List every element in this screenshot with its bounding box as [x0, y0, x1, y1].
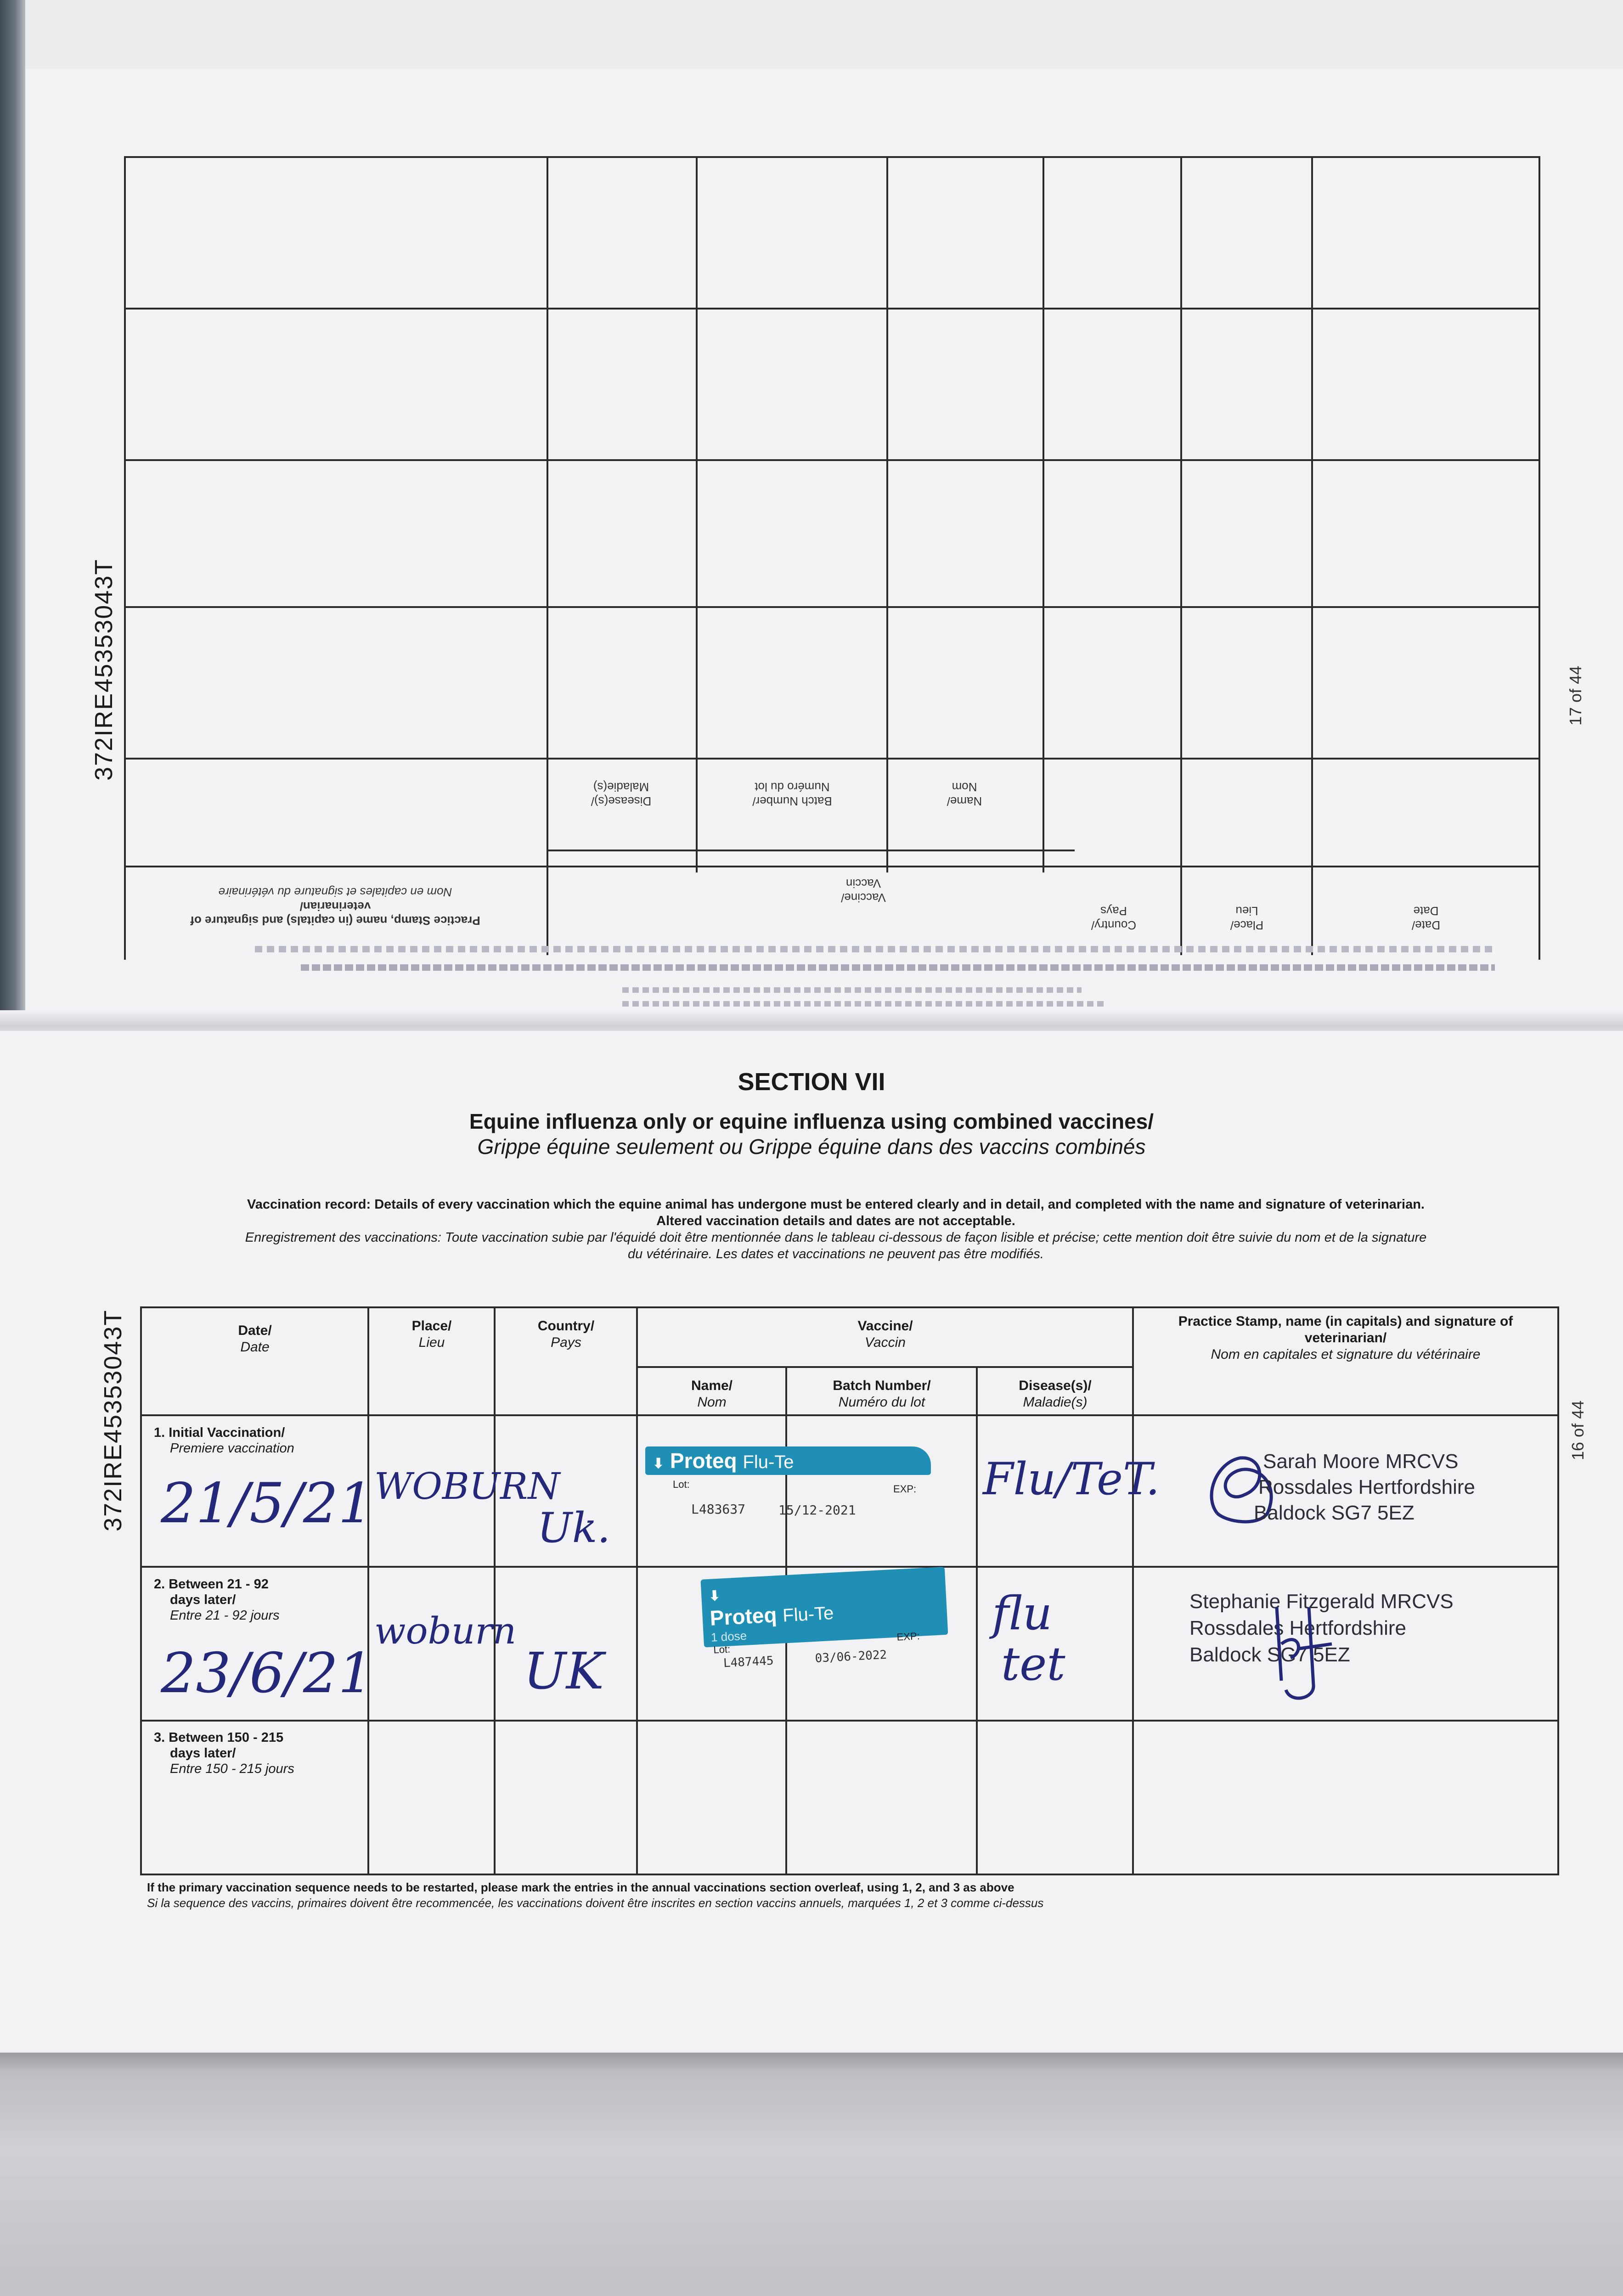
header-date-fr: Date [240, 1339, 270, 1355]
header-name-cell [638, 1378, 785, 1411]
header-practice-2: veterinarian/ [299, 900, 371, 913]
header-name: Name/ [947, 794, 982, 808]
ghost-text-line [301, 964, 1495, 971]
document-id-top: 372IRE45353043T [90, 558, 118, 781]
ghost-text-line [622, 987, 1082, 993]
mirrored-header-date [1316, 877, 1536, 932]
header-country-cell [496, 1318, 636, 1351]
header-date: Date/ [238, 1323, 272, 1338]
scanner-left-edge [0, 0, 25, 1033]
row-1-vet-name: Sarah Moore MRCVS [1263, 1450, 1459, 1473]
header-practice-fr: Nom en capitales et signature du vétérinaire [218, 885, 452, 899]
footer-en: If the primary vaccination sequence needs to be restarted, please mark the entries in the annual vaccinations section overleaf, using 1, 2, and 3 as above [147, 1880, 1014, 1894]
row-1-batch: L483637 [691, 1502, 746, 1517]
grid-line [140, 1720, 1559, 1722]
header-vaccine-cell [638, 1318, 1132, 1351]
grid-line [140, 1414, 1559, 1416]
header-practice-fr: Nom en capitales et signature du vétérinaire [1211, 1347, 1481, 1362]
row-2-exp-label: EXP: [896, 1630, 920, 1643]
mirrored-header-place [1183, 877, 1311, 932]
header-vaccine-fr: Vaccin [865, 1335, 906, 1350]
header-batch: Batch Number/ [833, 1378, 931, 1393]
grid-line [1557, 1306, 1559, 1875]
row-2-vet-stamp [1189, 1589, 1548, 1708]
header-batch-fr: Numéro du lot [755, 780, 830, 794]
row-2-diseases-2: tet [1001, 1637, 1065, 1691]
header-practice: Practice Stamp, name (in capitals) and signature of [190, 914, 480, 928]
grid-line [124, 459, 1538, 461]
page-16 [0, 1031, 1623, 2066]
subtitle-fr: Grippe équine seulement ou Grippe équine dans des vaccins combinés [477, 1135, 1146, 1159]
section-title: SECTION VII [738, 1068, 885, 1096]
header-name: Name/ [691, 1378, 733, 1393]
row-3-label-en-2: days later/ [170, 1746, 236, 1761]
grid-line [636, 1306, 638, 1875]
row-2-vaccine-brand: Proteq [709, 1603, 778, 1630]
grid-line [1180, 156, 1182, 955]
row-1-expiry: 15/12-2021 [778, 1503, 856, 1518]
row-1-place: WOBURN [374, 1465, 560, 1508]
instruction-en: Vaccination record: Details of every vaccination which the equine animal has undergone must be entered clearly and in detail, and completed with the name and signature of veterinarian. [247, 1197, 1425, 1212]
header-date-fr: Date [1413, 904, 1439, 918]
page-number-bottom: 16 of 44 [1568, 1400, 1587, 1460]
header-practice: Practice Stamp, name (in capitals) and signature of [1178, 1314, 1513, 1329]
row-1-vet-address: Baldock SG7 5EZ [1254, 1502, 1414, 1524]
header-practice-2: veterinarian/ [1304, 1330, 1387, 1345]
grid-line [124, 866, 1538, 867]
ghost-text-line [622, 1001, 1105, 1007]
row-2-label [154, 1576, 365, 1623]
grid-line [124, 308, 1538, 310]
grid-line [124, 606, 1538, 608]
row-1-diseases: Flu/TeT. [983, 1453, 1160, 1505]
row-1-lot-label: Lot: [673, 1479, 690, 1490]
row-2-vaccine-type: Flu-Te [782, 1603, 834, 1626]
grid-line [124, 156, 126, 960]
grid-line [886, 156, 888, 872]
row-1-country: Uk. [537, 1504, 610, 1552]
header-place-cell [370, 1318, 494, 1351]
grid-line [367, 1306, 369, 1875]
header-date-cell [142, 1322, 367, 1356]
header-vaccine: Vaccine/ [841, 891, 886, 905]
row-1-vet-stamp [1199, 1444, 1538, 1541]
row-3-label-en: 3. Between 150 - 215 [154, 1730, 284, 1745]
row-3-label [154, 1730, 365, 1777]
row-2-date: 23/6/21 [161, 1642, 373, 1705]
header-place-fr: Lieu [418, 1335, 445, 1350]
row-2-dose: 1 dose [710, 1628, 747, 1644]
row-2-vaccine-sticker [700, 1566, 962, 1671]
header-vaccine: Vaccine/ [857, 1318, 913, 1334]
grid-line [494, 1306, 496, 1875]
row-2-lot-label: Lot: [713, 1643, 731, 1656]
download-arrow-icon: ⬇ [708, 1588, 721, 1604]
instruction-en-2: Altered vaccination details and dates are not acceptable. [656, 1214, 1015, 1228]
subtitle-en: Equine influenza only or equine influenza using combined vaccines/ [469, 1109, 1154, 1133]
mirrored-header-disease [549, 767, 693, 808]
download-arrow-icon: ⬇ [653, 1456, 665, 1471]
grid-line [1538, 156, 1540, 960]
header-disease: Disease(s)/ [591, 794, 652, 808]
header-disease: Disease(s)/ [1019, 1378, 1092, 1393]
page-number-top: 17 of 44 [1566, 665, 1585, 726]
row-2-place: woburn [374, 1609, 517, 1652]
header-name-fr: Nom [952, 780, 977, 794]
row-2-batch: L487445 [723, 1654, 774, 1671]
row-1-vaccine-sticker [645, 1446, 932, 1525]
ghost-text-line [255, 946, 1495, 952]
row-1-date: 21/5/21 [161, 1472, 373, 1536]
grid-line [547, 850, 1075, 851]
row-2-signature [1263, 1589, 1341, 1704]
grid-line [140, 1566, 1559, 1568]
grid-line [140, 1306, 142, 1875]
row-1-exp-label: EXP: [893, 1483, 917, 1495]
header-practice-cell [1137, 1313, 1555, 1363]
grid-line [547, 156, 548, 955]
header-batch-cell [788, 1378, 976, 1411]
mirrored-header-name [889, 767, 1040, 808]
grid-line [1311, 156, 1313, 955]
row-2-vet-practice: Rossdales Hertfordshire [1189, 1617, 1406, 1639]
document-id-bottom: 372IRE45353043T [99, 1309, 127, 1531]
grid-line [636, 1366, 1132, 1368]
grid-line [696, 156, 698, 872]
row-1-label [154, 1425, 365, 1456]
mirrored-header-practice [129, 868, 542, 928]
header-batch-fr: Numéro du lot [838, 1395, 925, 1410]
header-disease-cell [978, 1378, 1132, 1411]
row-2-vet-address: Baldock SG7 5EZ [1189, 1643, 1350, 1666]
grid-line [140, 1874, 1559, 1875]
header-country-fr: Pays [1100, 904, 1127, 918]
header-name-fr: Nom [697, 1395, 727, 1410]
row-1-vaccine-label [645, 1446, 931, 1475]
header-disease-fr: Maladie(s) [1023, 1395, 1088, 1410]
header-disease-fr: Maladie(s) [593, 780, 649, 794]
top-margin [25, 0, 1623, 69]
header-date: Date/ [1411, 918, 1441, 932]
row-1-label-fr: Premiere vaccination [170, 1441, 294, 1456]
row-1-vaccine-brand: Proteq [670, 1449, 737, 1473]
page-17 [25, 69, 1623, 1029]
footer-fr: Si la sequence des vaccins, primaires doivent être recommencée, les vaccinations doivent être inscrites en section vaccins annuels, marquées 1, 2 et 3 comme ci-dessus [147, 1896, 1044, 1910]
row-1-label-en: 1. Initial Vaccination/ [154, 1425, 285, 1440]
row-1-vet-practice: Rossdales Hertfordshire [1258, 1476, 1475, 1498]
row-2-label-fr: Entre 21 - 92 jours [170, 1608, 280, 1623]
row-1-vaccine-type: Flu-Te [743, 1452, 794, 1472]
grid-line [1043, 156, 1044, 872]
grid-line [124, 758, 1538, 760]
scanner-background [0, 2053, 1623, 2296]
header-country-fr: Pays [551, 1335, 581, 1350]
row-2-diseases: flu [992, 1587, 1053, 1640]
header-place: Place/ [411, 1318, 452, 1334]
mirrored-header-vaccine [549, 868, 1178, 905]
row-2-vet-name: Stephanie Fitzgerald MRCVS [1189, 1590, 1454, 1613]
header-place-fr: Lieu [1235, 904, 1258, 918]
instruction-fr-2: du vétérinaire. Les dates et vaccinations ne peuvent pas être modifiés. [628, 1247, 1044, 1261]
header-batch: Batch Number/ [752, 794, 832, 808]
grid-line [1132, 1306, 1134, 1875]
header-vaccine-fr: Vaccin [845, 877, 881, 890]
instruction-fr: Enregistrement des vaccinations: Toute vaccination subie par l'équidé doit être mentionnée dans le tableau ci-dessous de façon lisible et précise; cette mention doit être suivie du nom et de la signature [245, 1230, 1427, 1245]
row-2-country: UK [524, 1642, 604, 1700]
row-2-expiry: 03/06-2022 [814, 1648, 887, 1666]
row-2-label-en-2: days later/ [170, 1593, 236, 1607]
header-place: Place/ [1230, 918, 1264, 932]
header-country: Country/ [537, 1318, 595, 1334]
header-country: Country/ [1091, 918, 1137, 932]
grid-line [976, 1366, 978, 1875]
grid-line [124, 156, 1538, 158]
row-3-label-fr: Entre 150 - 215 jours [170, 1761, 294, 1776]
mirrored-header-batch [700, 767, 884, 808]
row-2-label-en: 2. Between 21 - 92 [154, 1577, 269, 1592]
grid-line [140, 1306, 1559, 1308]
